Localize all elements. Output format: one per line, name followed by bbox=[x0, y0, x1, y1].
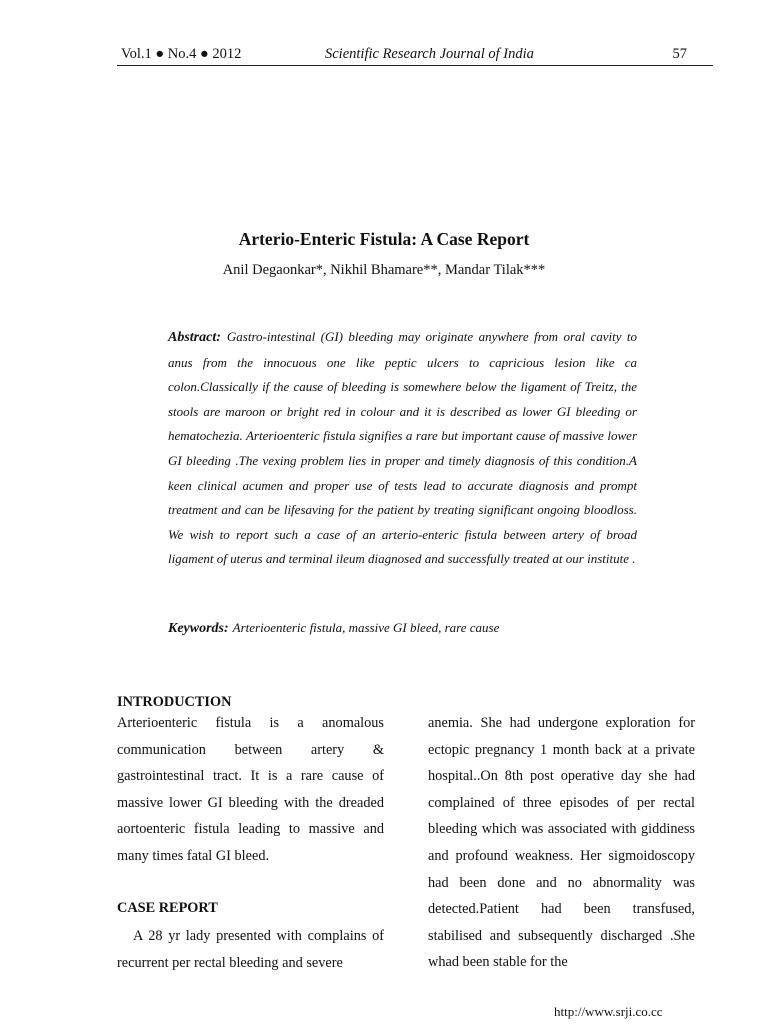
case-report-text: A 28 yr lady presented with complains of recurrent per rectal bleeding and severe bbox=[117, 928, 384, 971]
keywords-text: Arterioenteric fistula, massive GI bleed, rare cause bbox=[232, 620, 500, 635]
introduction-heading: INTRODUCTION bbox=[117, 694, 232, 710]
introduction-text: Arterioenteric fistula is a anomalous communication between artery & gastrointestinal tract. It is a rare cause of massive lower GI bleeding with the dreaded aortoenteric fistula leading to massive and many times fatal GI bleed. bbox=[117, 715, 384, 864]
journal-name: Scientific Research Journal of India bbox=[325, 46, 534, 62]
case-report-heading: CASE REPORT bbox=[117, 900, 218, 916]
abstract-label: Abstract: bbox=[168, 330, 221, 345]
article-authors: Anil Degaonkar*, Nikhil Bhamare**, Mandar Tilak*** bbox=[222, 262, 546, 278]
article-title: Arterio-Enteric Fistula: A Case Report bbox=[238, 229, 530, 249]
volume-issue: Vol.1 ● No.4 ● 2012 bbox=[121, 46, 242, 62]
keywords-label: Keywords: bbox=[168, 621, 229, 636]
case-report-body bbox=[117, 923, 384, 976]
right-column-text: anemia. She had undergone exploration for ectopic pregnancy 1 month back at a private hospital..On 8th post operative day she had complained of three episodes of per rectal bleeding which was associated with giddiness and profound weakness. Her sigmoidoscopy had been done and no abnormality was detected.Patient had been transfused, stabilised and subsequently discharged .She whad been stable for the bbox=[428, 715, 695, 971]
abstract bbox=[168, 325, 637, 572]
right-column-body bbox=[428, 710, 695, 976]
running-header bbox=[117, 45, 713, 66]
page-number: 57 bbox=[672, 46, 687, 62]
abstract-text: Gastro-intestinal (GI) bleeding may originate anywhere from oral cavity to anus from the innocuous one like peptic ulcers to capricious lesion like ca colon.Classically if the cause of bleeding is somewhere below the ligament of Treitz, the stools are maroon or bright red in colour and it is described as lower GI bleeding or hematochezia. Arterioenteric fistula signifies a rare but important cause of massive lower GI bleeding .The vexing problem lies in proper and timely diagnosis of this condition.A keen clinical acumen and proper use of tests lead to accurate diagnosis and prompt treatment and can be lifesaving for the patient by treating significant ongoing bloodloss. We wish to report such a case of an arterio-enteric fistula between artery of broad ligament of uterus and terminal ileum diagnosed and successfully treated at our institute . bbox=[168, 329, 637, 567]
keywords bbox=[168, 620, 637, 637]
footer-url: http://www.srji.co.cc bbox=[554, 1004, 663, 1019]
introduction-body bbox=[117, 710, 384, 870]
